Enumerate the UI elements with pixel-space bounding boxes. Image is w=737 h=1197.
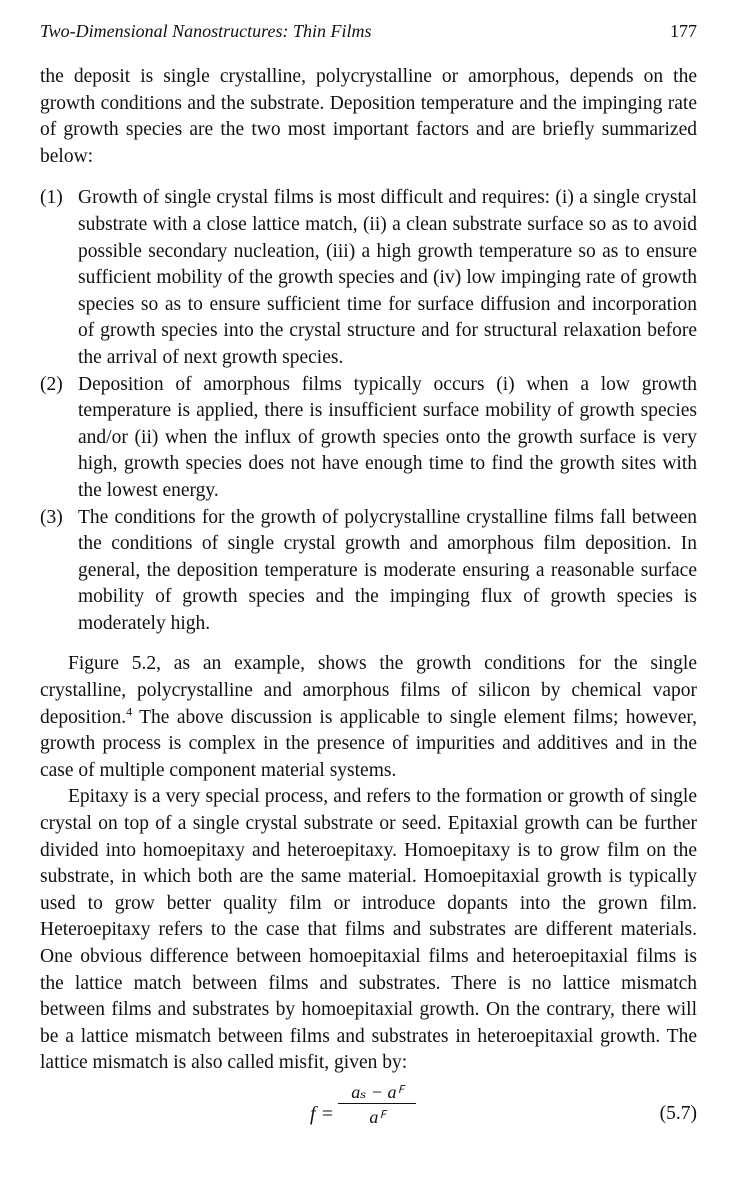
list-item-text: Deposition of amorphous films typically occurs (i) when a low growth temperature is applied, there is insufficient surface mobility of growth species and/or (ii) when the influx of growth species onto the growth surface is very high, growth species does not have enough time to find the growth sites with the lowest energy. (78, 373, 697, 501)
equation-misfit (40, 1079, 697, 1141)
list-item (40, 372, 697, 505)
growth-conditions-list (40, 185, 697, 637)
equation-lhs: f = (310, 1102, 335, 1125)
list-item-text: Growth of single crystal films is most difficult and requires: (i) a single crystal substrate with a close lattice match, (ii) a clean substrate surface so as to avoid possible secondary nucleation, (iii) a high growth temperature so as to ensure sufficient mobility of the growth species and (iv) low impinging rate of growth species so as to ensure sufficient time for surface diffusion and incorporation of growth species into the crystal structure and for structural relaxation before the arrival of next growth species. (78, 187, 697, 368)
intro-paragraph: the deposit is single crystalline, polycrystalline or amorphous, depends on the growth conditions and the substrate. Deposition temperature and the impinging rate of growth species are the two most important factors and are briefly summarized below: (40, 66, 697, 167)
equation-fraction (338, 1081, 416, 1130)
equation-denominator: aꟳ (369, 1106, 385, 1127)
running-head (40, 18, 697, 44)
equation-number: (5.7) (659, 1102, 697, 1124)
list-item (40, 505, 697, 638)
figure-paragraph (40, 651, 697, 784)
page-number: 177 (670, 21, 697, 41)
figure-paragraph-text: Figure 5.2, as an example, shows the growth conditions for the single crystalline, polycrystalline and amorphous films of silicon by chemical vapor deposition. (40, 653, 697, 728)
list-marker: (3) (40, 506, 63, 528)
citation-reference[interactable]: 4 (126, 704, 133, 719)
list-item-text: The conditions for the growth of polycrystalline crystalline films fall between the conditions of single crystal growth and amorphous film deposition. In general, the deposition temperature is moderate ensuring a reasonable surface mobility of growth species and the impinging flux of growth species is moderately high. (78, 506, 697, 634)
page (40, 18, 697, 1141)
list-marker: (2) (40, 373, 63, 395)
list-item (40, 185, 697, 371)
body-text (40, 64, 697, 1141)
list-marker: (1) (40, 187, 63, 209)
running-title: Two-Dimensional Nanostructures: Thin Films (40, 21, 372, 41)
epitaxy-paragraph: Epitaxy is a very special process, and refers to the formation or growth of single crystal on top of a single crystal substrate or seed. Epitaxial growth can be further divided into homoepitaxy and heteroepitaxy. Homoepitaxy is to grow film on the substrate, in which both are the same material. Homoepitaxial growth is typically used to grow better quality film or introduce dopants into the grown film. Heteroepitaxy refers to the case that films and substrates are different materials. One obvious difference between homoepitaxial films and heteroepitaxial films is the lattice match between films and substrates. There is no lattice mismatch between films and substrates by homoepitaxial growth. On the contrary, there will be a lattice mismatch between films and substrates in heteroepitaxial growth. The lattice mismatch is also called misfit, given by: (40, 786, 697, 1074)
figure-paragraph-text-cont: The above discussion is applicable to single element films; however, growth process is complex in the presence of impurities and additives and in the case of multiple component material systems. (40, 706, 697, 781)
equation-numerator: aₛ − aꟳ (338, 1081, 416, 1104)
